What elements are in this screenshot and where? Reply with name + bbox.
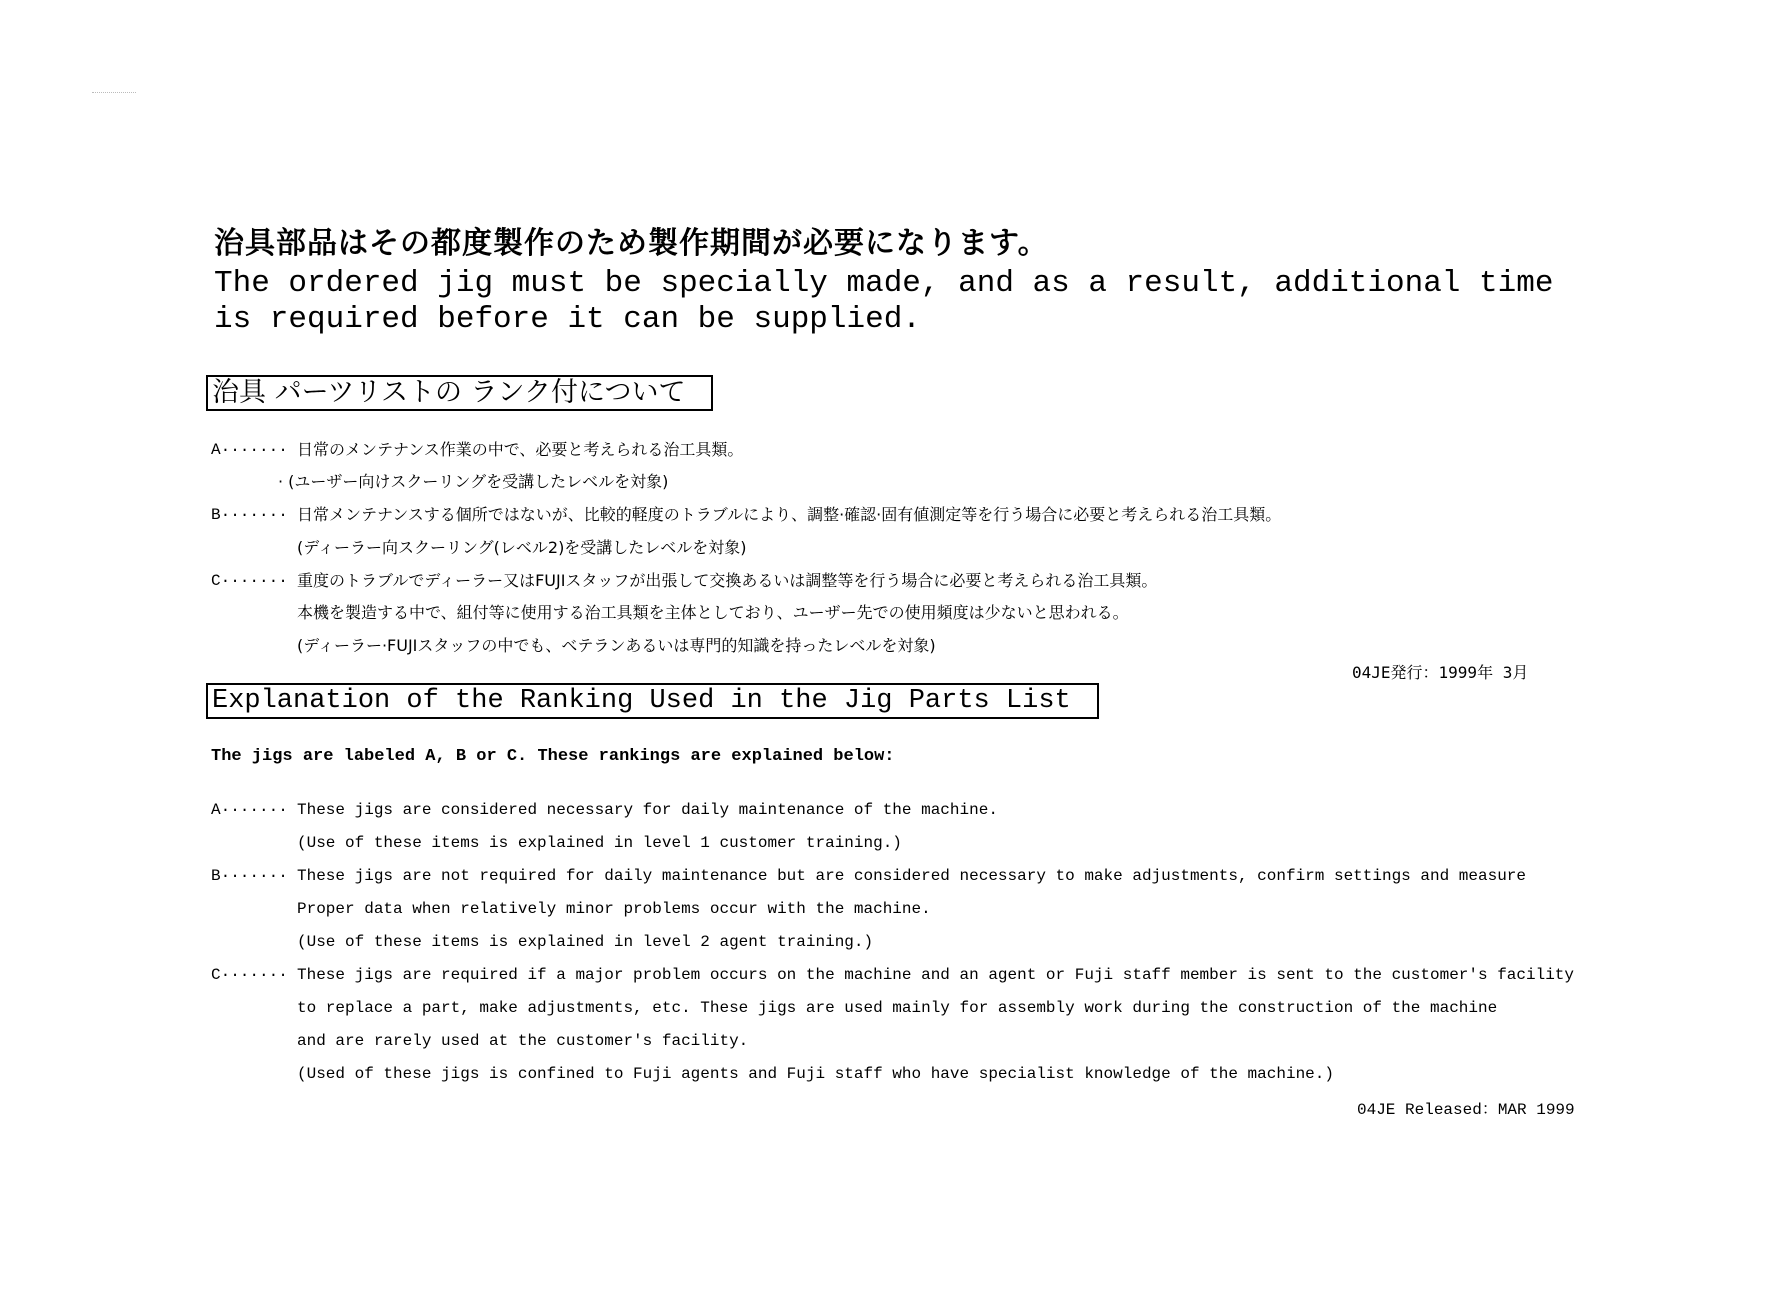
- jp-rank-a-line-1: 日常のメンテナンス作業の中で、必要と考えられる治工具類。: [297, 440, 744, 459]
- en-notice: The ordered jig must be specially made, and as a result, additional time is required before it can be supplied.: [214, 266, 1554, 337]
- jp-rank-b-line-2: (ディーラー向スクーリング(レベル2)を受講したレベルを対象): [297, 538, 747, 557]
- jp-rank-a-line-2: · (ユーザー向けスクーリングを受講したレベルを対象): [278, 472, 669, 491]
- en-rank-a-letter: A·······: [211, 801, 288, 819]
- en-rank-c-line-4: (Used of these jigs is confined to Fuji agents and Fuji staff who have specialist knowledge of the machine.): [297, 1065, 1334, 1083]
- jp-section-heading: 治具 パーツリストの ランク付について: [206, 375, 713, 411]
- en-rank-b-line-2: Proper data when relatively minor problems occur with the machine.: [297, 900, 931, 918]
- en-section-heading: Explanation of the Ranking Used in the Jig Parts List: [206, 683, 1099, 719]
- en-issue-date: 04JE Released：MAR 1999: [1357, 1101, 1575, 1119]
- en-intro: The jigs are labeled A, B or C. These rankings are explained below:: [211, 747, 895, 766]
- jp-notice: 治具部品はその都度製作のため製作期間が必要になります。: [214, 226, 1049, 261]
- jp-rank-c-letter: C·······: [211, 572, 288, 590]
- en-rank-a-line-1: These jigs are considered necessary for daily maintenance of the machine.: [297, 801, 998, 819]
- jp-rank-a-letter: A·······: [211, 441, 288, 459]
- jp-rank-c-line-2: 本機を製造する中で、組付等に使用する治工具類を主体としており、ユーザー先での使用頻度は少ないと思われる。: [297, 603, 1129, 622]
- en-rank-b-line-3: (Use of these items is explained in level 2 agent training.): [297, 933, 874, 951]
- en-rank-a-line-2: (Use of these items is explained in level 1 customer training.): [297, 834, 902, 852]
- en-rank-c-line-3: and are rarely used at the customer's facility.: [297, 1032, 749, 1050]
- en-rank-c-letter: C·······: [211, 966, 288, 984]
- jp-rank-b-line-1: 日常メンテナンスする個所ではないが、比較的軽度のトラブルにより、調整·確認·固有値測定等を行う場合に必要と考えられる治工具類。: [297, 505, 1282, 524]
- jp-rank-c-line-3: (ディーラー·FUJIスタッフの中でも、ベテランあるいは専門的知識を持ったレベルを対象): [297, 636, 936, 655]
- scan-speck: [92, 92, 136, 95]
- jp-rank-c-line-1: 重度のトラブルでディーラー又はFUJIスタッフが出張して交換あるいは調整等を行う場合に必要と考えられる治工具類。: [297, 571, 1158, 590]
- en-rank-b-line-1: These jigs are not required for daily maintenance but are considered necessary to make adjustments, confirm settings and measure: [297, 867, 1526, 885]
- jp-issue-date: 04JE発行：1999年 3月: [1352, 663, 1529, 682]
- en-rank-c-line-1: These jigs are required if a major problem occurs on the machine and an agent or Fuji staff member is sent to the customer's facility: [297, 966, 1575, 984]
- en-rank-b-letter: B·······: [211, 867, 288, 885]
- en-rank-c-line-2: to replace a part, make adjustments, etc. These jigs are used mainly for assembly work during the construction of the machine: [297, 999, 1498, 1017]
- jp-rank-b-letter: B·······: [211, 506, 288, 524]
